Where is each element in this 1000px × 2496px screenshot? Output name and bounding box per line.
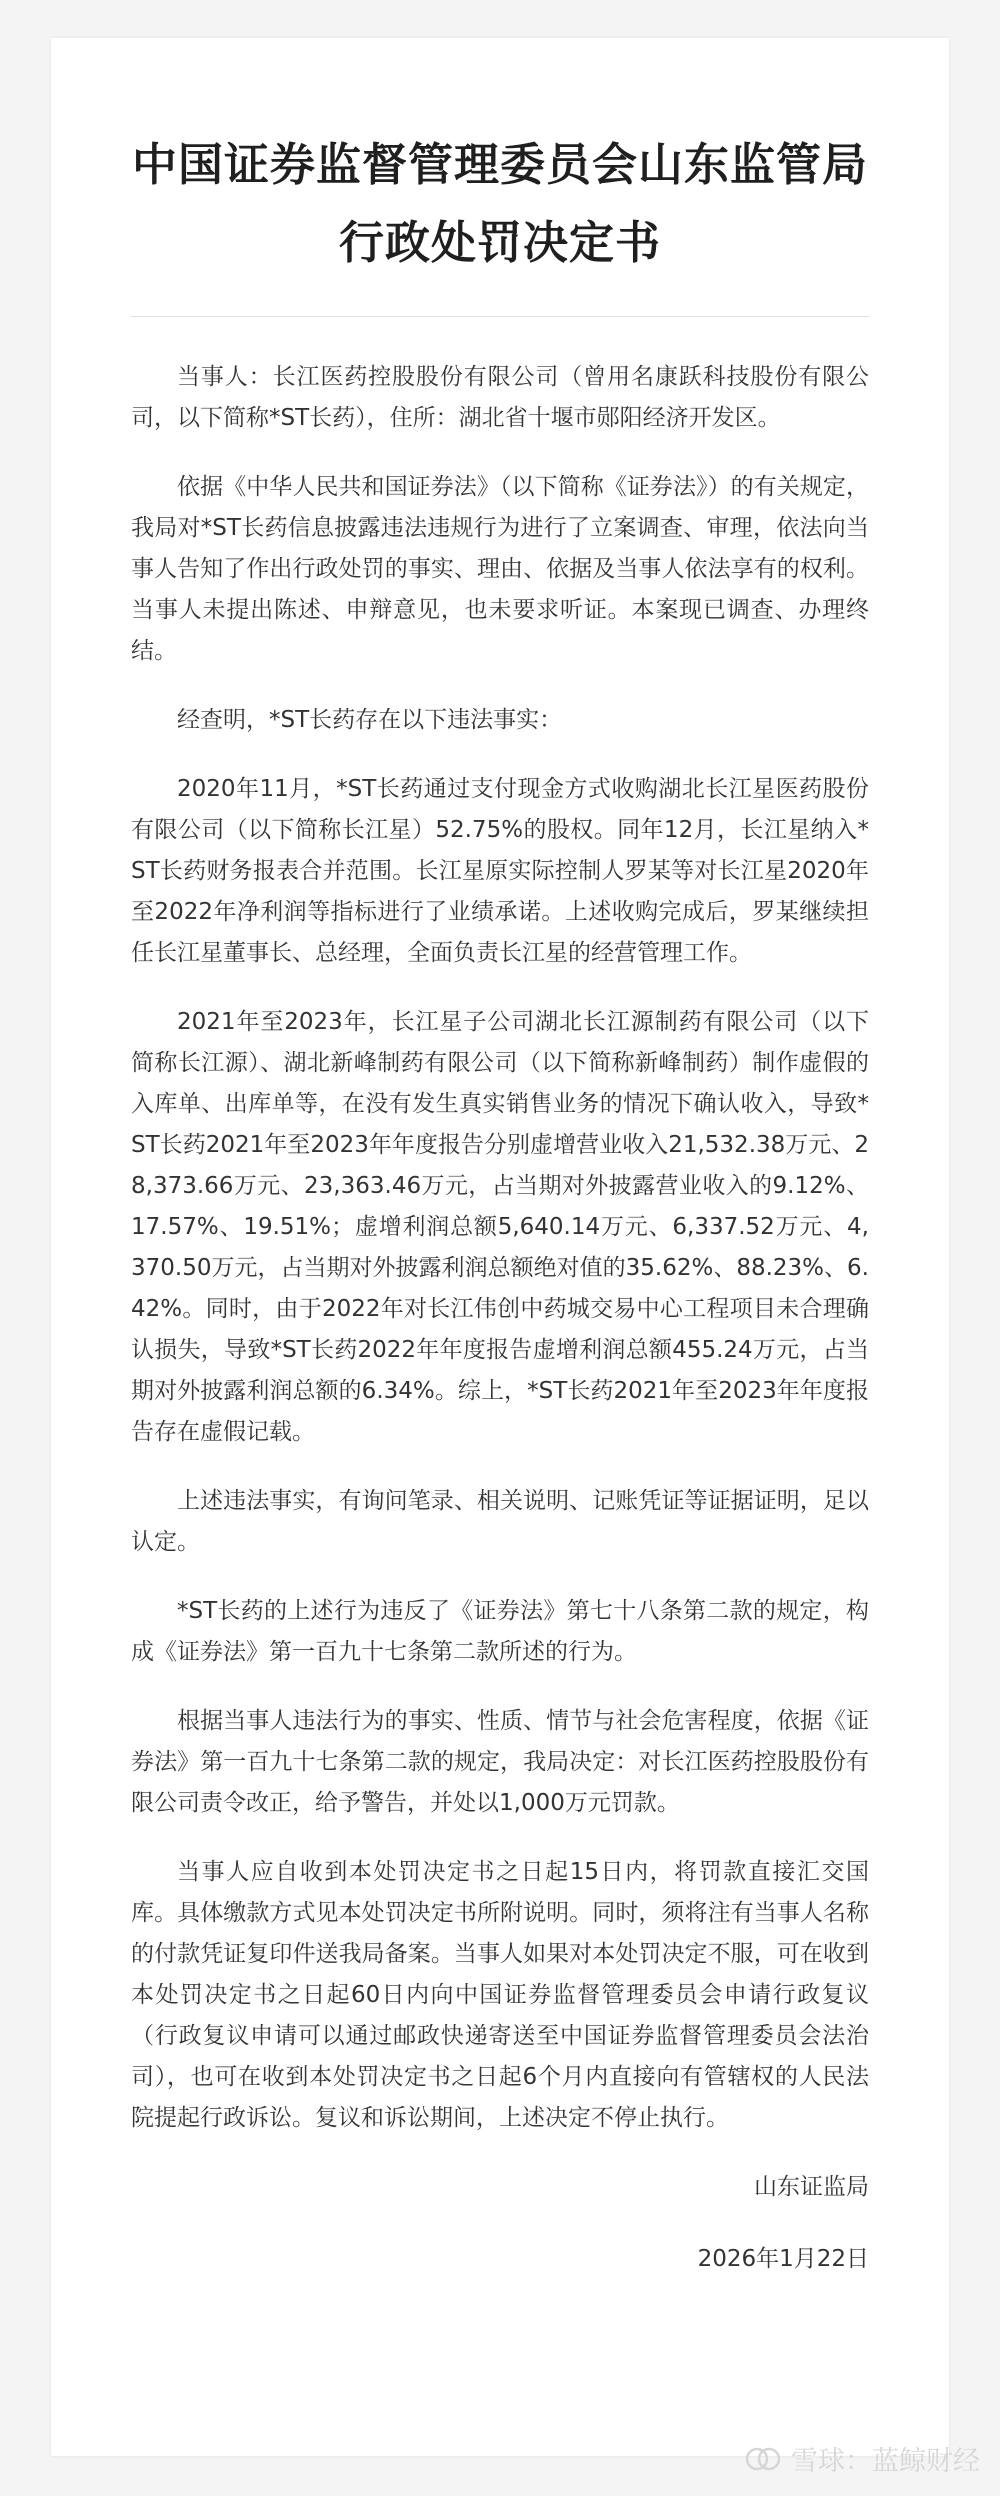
title-line-2: 行政处罚决定书 (338, 216, 661, 269)
watermark (743, 2439, 980, 2478)
paragraph-violation: *ST长药的上述行为违反了《证券法》第七十八条第二款的规定，构成《证券法》第一百九十七条第二款所述的行为。 (131, 1598, 869, 1665)
paragraph-findings-intro: 经查明，*ST长药存在以下违法事实： (177, 707, 563, 733)
watermark-text: 雪球：蓝鲸财经 (791, 2446, 980, 2477)
title-divider (131, 316, 869, 317)
paragraph-acquisition: 2020年11月，*ST长药通过支付现金方式收购湖北长江星医药股份有限公司（以下简称长江星）52.75%的股权。同年12月，长江星纳入*ST长药财务报表合并范围。长江星原实际控制人罗某等对长江星2020年至2022年净利润等指标进行了业绩承诺。上述收购完成后，罗某继续担任长江星董事长、总经理，全面负责长江星的经营管理工作。 (131, 776, 869, 966)
paragraph-basis: 依据《中华人民共和国证券法》（以下简称《证券法》）的有关规定，我局对*ST长药信息披露违法违规行为进行了立案调查、审理，依法向当事人告知了作出行政处罚的事实、理由、依据及当事人依法享有的权利。当事人未提出陈述、申辩意见，也未要求听证。本案现已调查、办理终结。 (131, 474, 869, 664)
signature-block (51, 2167, 949, 2280)
paragraph-decision: 根据当事人违法行为的事实、性质、情节与社会危害程度，依据《证券法》第一百九十七条第二款的规定，我局决定：对长江医药控股股份有限公司责令改正，给予警告，并处以1,000万元罚款。 (131, 1708, 869, 1816)
issue-date: 2026年1月22日 (697, 2246, 869, 2272)
title-line-1: 中国证券监督管理委员会山东监管局 (131, 138, 868, 191)
snowball-logo-icon (743, 2444, 783, 2474)
paragraph-party: 当事人：长江医药控股股份有限公司（曾用名康跃科技股份有限公司，以下简称*ST长药），住所：湖北省十堰市郧阳经济开发区。 (131, 364, 869, 431)
paragraph-evidence: 上述违法事实，有询问笔录、相关说明、记账凭证等证据证明，足以认定。 (131, 1488, 869, 1555)
paragraph-payment-appeal: 当事人应自收到本处罚决定书之日起15日内，将罚款直接汇交国库。具体缴款方式见本处罚决定书所附说明。同时，须将注有当事人名称的付款凭证复印件送我局备案。当事人如果对本处罚决定不服，可在收到本处罚决定书之日起60日内向中国证券监督管理委员会申请行政复议（行政复议申请可以通过邮政快递寄送至中国证券监督管理委员会法治司），也可在收到本处罚决定书之日起6个月内直接向有管辖权的人民法院提起行政诉讼。复议和诉讼期间，上述决定不停止执行。 (131, 1859, 869, 2131)
paragraph-false-records: 2021年至2023年，长江星子公司湖北长江源制药有限公司（以下简称长江源）、湖北新峰制药有限公司（以下简称新峰制药）制作虚假的入库单、出库单等，在没有发生真实销售业务的情况下确认收入，导致*ST长药2021年至2023年年度报告分别虚增营业收入21,532.38万元、28,373.66万元、23,363.46万元，占当期对外披露营业收入的9.12%、17.57%、19.51%；虚增利润总额5,640.14万元、6,337.52万元、4,370.50万元，占当期对外披露利润总额绝对值的35.62%、88.23%、6.42%。同时，由于2022年对长江伟创中药城交易中心工程项目未合理确认损失，导致*ST长药2022年年度报告虚增利润总额455.24万元，占当期对外披露利润总额的6.34%。综上，*ST长药2021年至2023年年度报告存在虚假记载。 (131, 1009, 869, 1445)
issuing-authority: 山东证监局 (754, 2174, 869, 2200)
document-page (51, 38, 949, 2456)
document-title (51, 126, 949, 282)
document-body (51, 357, 949, 2139)
